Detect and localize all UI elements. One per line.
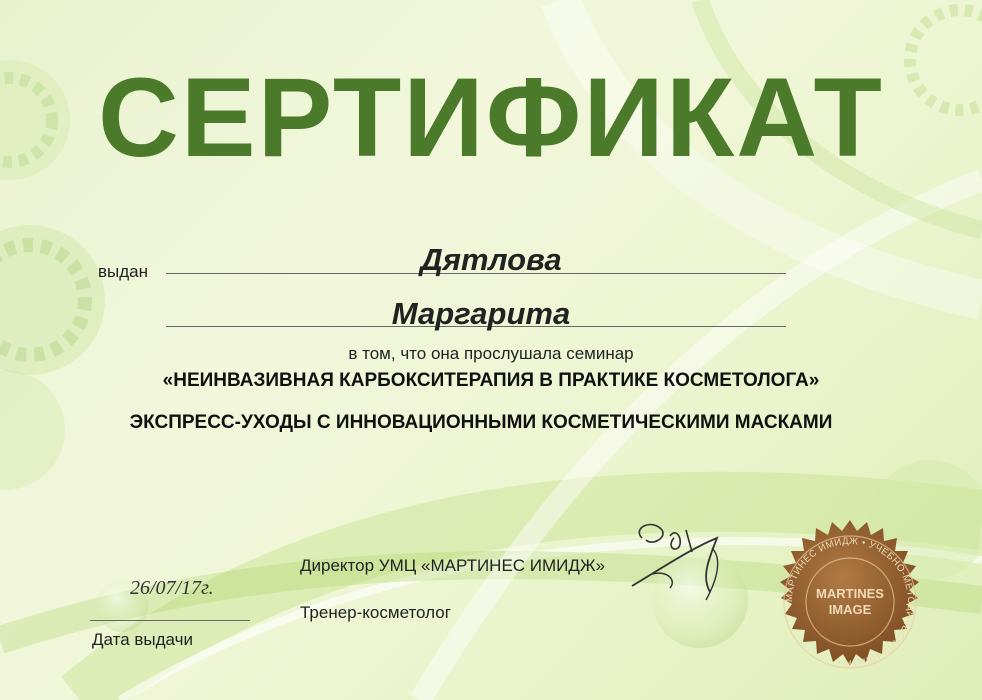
seminar-title: «НЕИНВАЗИВНАЯ КАРБОКСИТЕРАПИЯ В ПРАКТИКЕ КОСМЕТОЛОГА» [162,370,820,391]
date-label: Дата выдачи [92,630,193,649]
seminar-subtitle: ЭКСПРЕСС-УХОДЫ С ИННОВАЦИОННЫМИ КОСМЕТИЧЕСКИМИ МАСКАМИ [129,412,833,433]
trainer-label: Тренер-косметолог [300,603,451,622]
signature-icon [622,508,742,608]
recipient-first-name: Маргарита [391,296,571,331]
svg-text:MARTINES: MARTINES [816,586,884,601]
issue-date-value: 26/07/17г. [130,577,214,599]
recipient-last-name: Дятлова [420,242,562,277]
certificate-title: СЕРТИФИКАТ [98,55,884,180]
date-line [90,620,250,621]
svg-text:МАРТИНЕС ИМИДЖ • УЧЕБНО-МЕТОДИ: МАРТИНЕС ИМИДЖ • УЧЕБНО-МЕТОДИЧЕСКИЙ ЦЕНТР • [783,535,917,669]
issued-label: выдан [98,262,149,281]
seal-icon [766,518,934,686]
svg-text:IMAGE: IMAGE [828,602,872,617]
statement-text: в том, что она прослушала семинар [348,344,634,363]
director-label: Директор УМЦ «МАРТИНЕС ИМИДЖ» [300,556,606,575]
